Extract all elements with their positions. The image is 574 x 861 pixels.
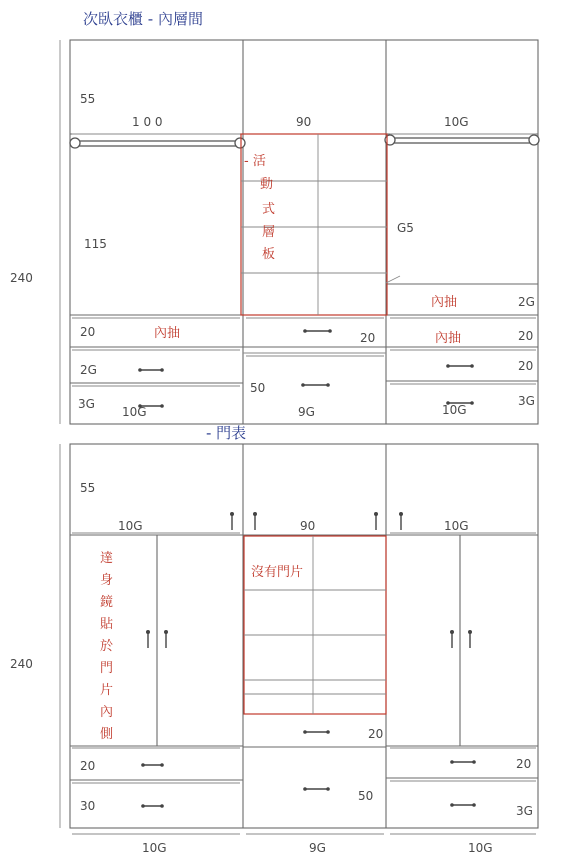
note-inner-drawer: 內抽	[435, 331, 462, 346]
note-mirror: 身	[100, 573, 114, 588]
door-handle	[374, 512, 378, 530]
door-handle	[399, 512, 403, 530]
note-movable-shelf: - 活	[244, 154, 266, 169]
drawer-handle	[446, 364, 474, 368]
door-handle	[253, 512, 257, 530]
door-elevation	[10, 444, 538, 855]
dim-top-cabinet: 55	[80, 92, 96, 106]
note-movable-shelf: 層	[262, 225, 276, 240]
dim-left-width: 1 0 0	[132, 115, 163, 129]
dim-middle-width: 90	[300, 519, 316, 533]
open-shelf-unit	[244, 536, 386, 714]
dim-right-width: 10G	[444, 519, 469, 533]
dim-drawer: 20	[80, 759, 96, 773]
door-handle	[468, 630, 472, 648]
sketch-title: 次臥衣櫃 - 內層間	[83, 10, 203, 28]
drawer-handle	[303, 787, 330, 791]
dim-drawer: 20	[360, 331, 376, 345]
dim-hanging-height: 115	[84, 237, 107, 251]
dim-drawer: 20	[516, 757, 532, 771]
note-mirror: 門	[100, 661, 114, 676]
dim-bottom-width: 9G	[298, 405, 315, 419]
note-inner-drawer: 內抽	[431, 295, 458, 310]
door-handle	[230, 512, 234, 530]
note-movable-shelf: 動	[260, 177, 274, 192]
door-handle	[450, 630, 454, 648]
dim-drawer: 30	[80, 799, 96, 813]
dim-left-width: 10G	[118, 519, 143, 533]
note-no-door: 沒有門片	[251, 565, 304, 580]
drawer-handle	[450, 760, 476, 764]
note-mirror: 於	[100, 639, 114, 654]
dim-bottom-width: 9G	[309, 841, 326, 855]
note-mirror: 片	[100, 683, 114, 698]
drawer-handle	[141, 763, 164, 767]
dim-drawer: 3G	[518, 394, 535, 408]
dim-shelf-height: G5	[397, 221, 414, 235]
dim-middle-width: 90	[296, 115, 312, 129]
note-movable-shelf: 式	[262, 202, 276, 217]
dim-bottom-width: 10G	[122, 405, 147, 419]
dim-drawer: 3G	[516, 804, 533, 818]
hanging-rod-left	[72, 141, 242, 146]
drawer-handle	[301, 383, 330, 387]
drawer-handle	[141, 804, 164, 808]
section-two-title: - 門表	[206, 424, 247, 442]
dim-drawer: 2G	[80, 363, 97, 377]
dim-drawer: 20	[80, 325, 96, 339]
door-handle	[146, 630, 150, 648]
note-mirror: 達	[100, 551, 114, 566]
note-mirror: 貼	[100, 617, 114, 632]
note-mirror: 鏡	[100, 595, 114, 610]
dim-total-height: 240	[10, 657, 33, 671]
dim-bottom-width: 10G	[442, 403, 467, 417]
dim-right-width: 10G	[444, 115, 469, 129]
note-mirror: 內	[100, 705, 114, 720]
note-mirror: 側	[100, 727, 114, 742]
note-movable-shelf: 板	[262, 247, 276, 262]
interior-elevation	[10, 40, 539, 424]
dim-top-cabinet: 55	[80, 481, 96, 495]
dim-drawer: 3G	[78, 397, 95, 411]
door-handle	[164, 630, 168, 648]
dim-drawer: 20	[518, 329, 534, 343]
drawer-handle	[303, 730, 330, 734]
drawer-handle	[138, 368, 164, 372]
hanging-rod-right	[388, 138, 536, 143]
drawer-handle	[450, 803, 476, 807]
dim-total-height: 240	[10, 271, 33, 285]
dim-drawer: 20	[518, 359, 534, 373]
dim-drawer: 2G	[518, 295, 535, 309]
note-inner-drawer: 內抽	[154, 326, 181, 341]
dim-drawer: 50	[250, 381, 266, 395]
drawer-handle	[303, 329, 332, 333]
dim-bottom-width: 10G	[468, 841, 493, 855]
dim-drawer: 50	[358, 789, 374, 803]
dim-drawer: 20	[368, 727, 384, 741]
dim-bottom-width: 10G	[142, 841, 167, 855]
